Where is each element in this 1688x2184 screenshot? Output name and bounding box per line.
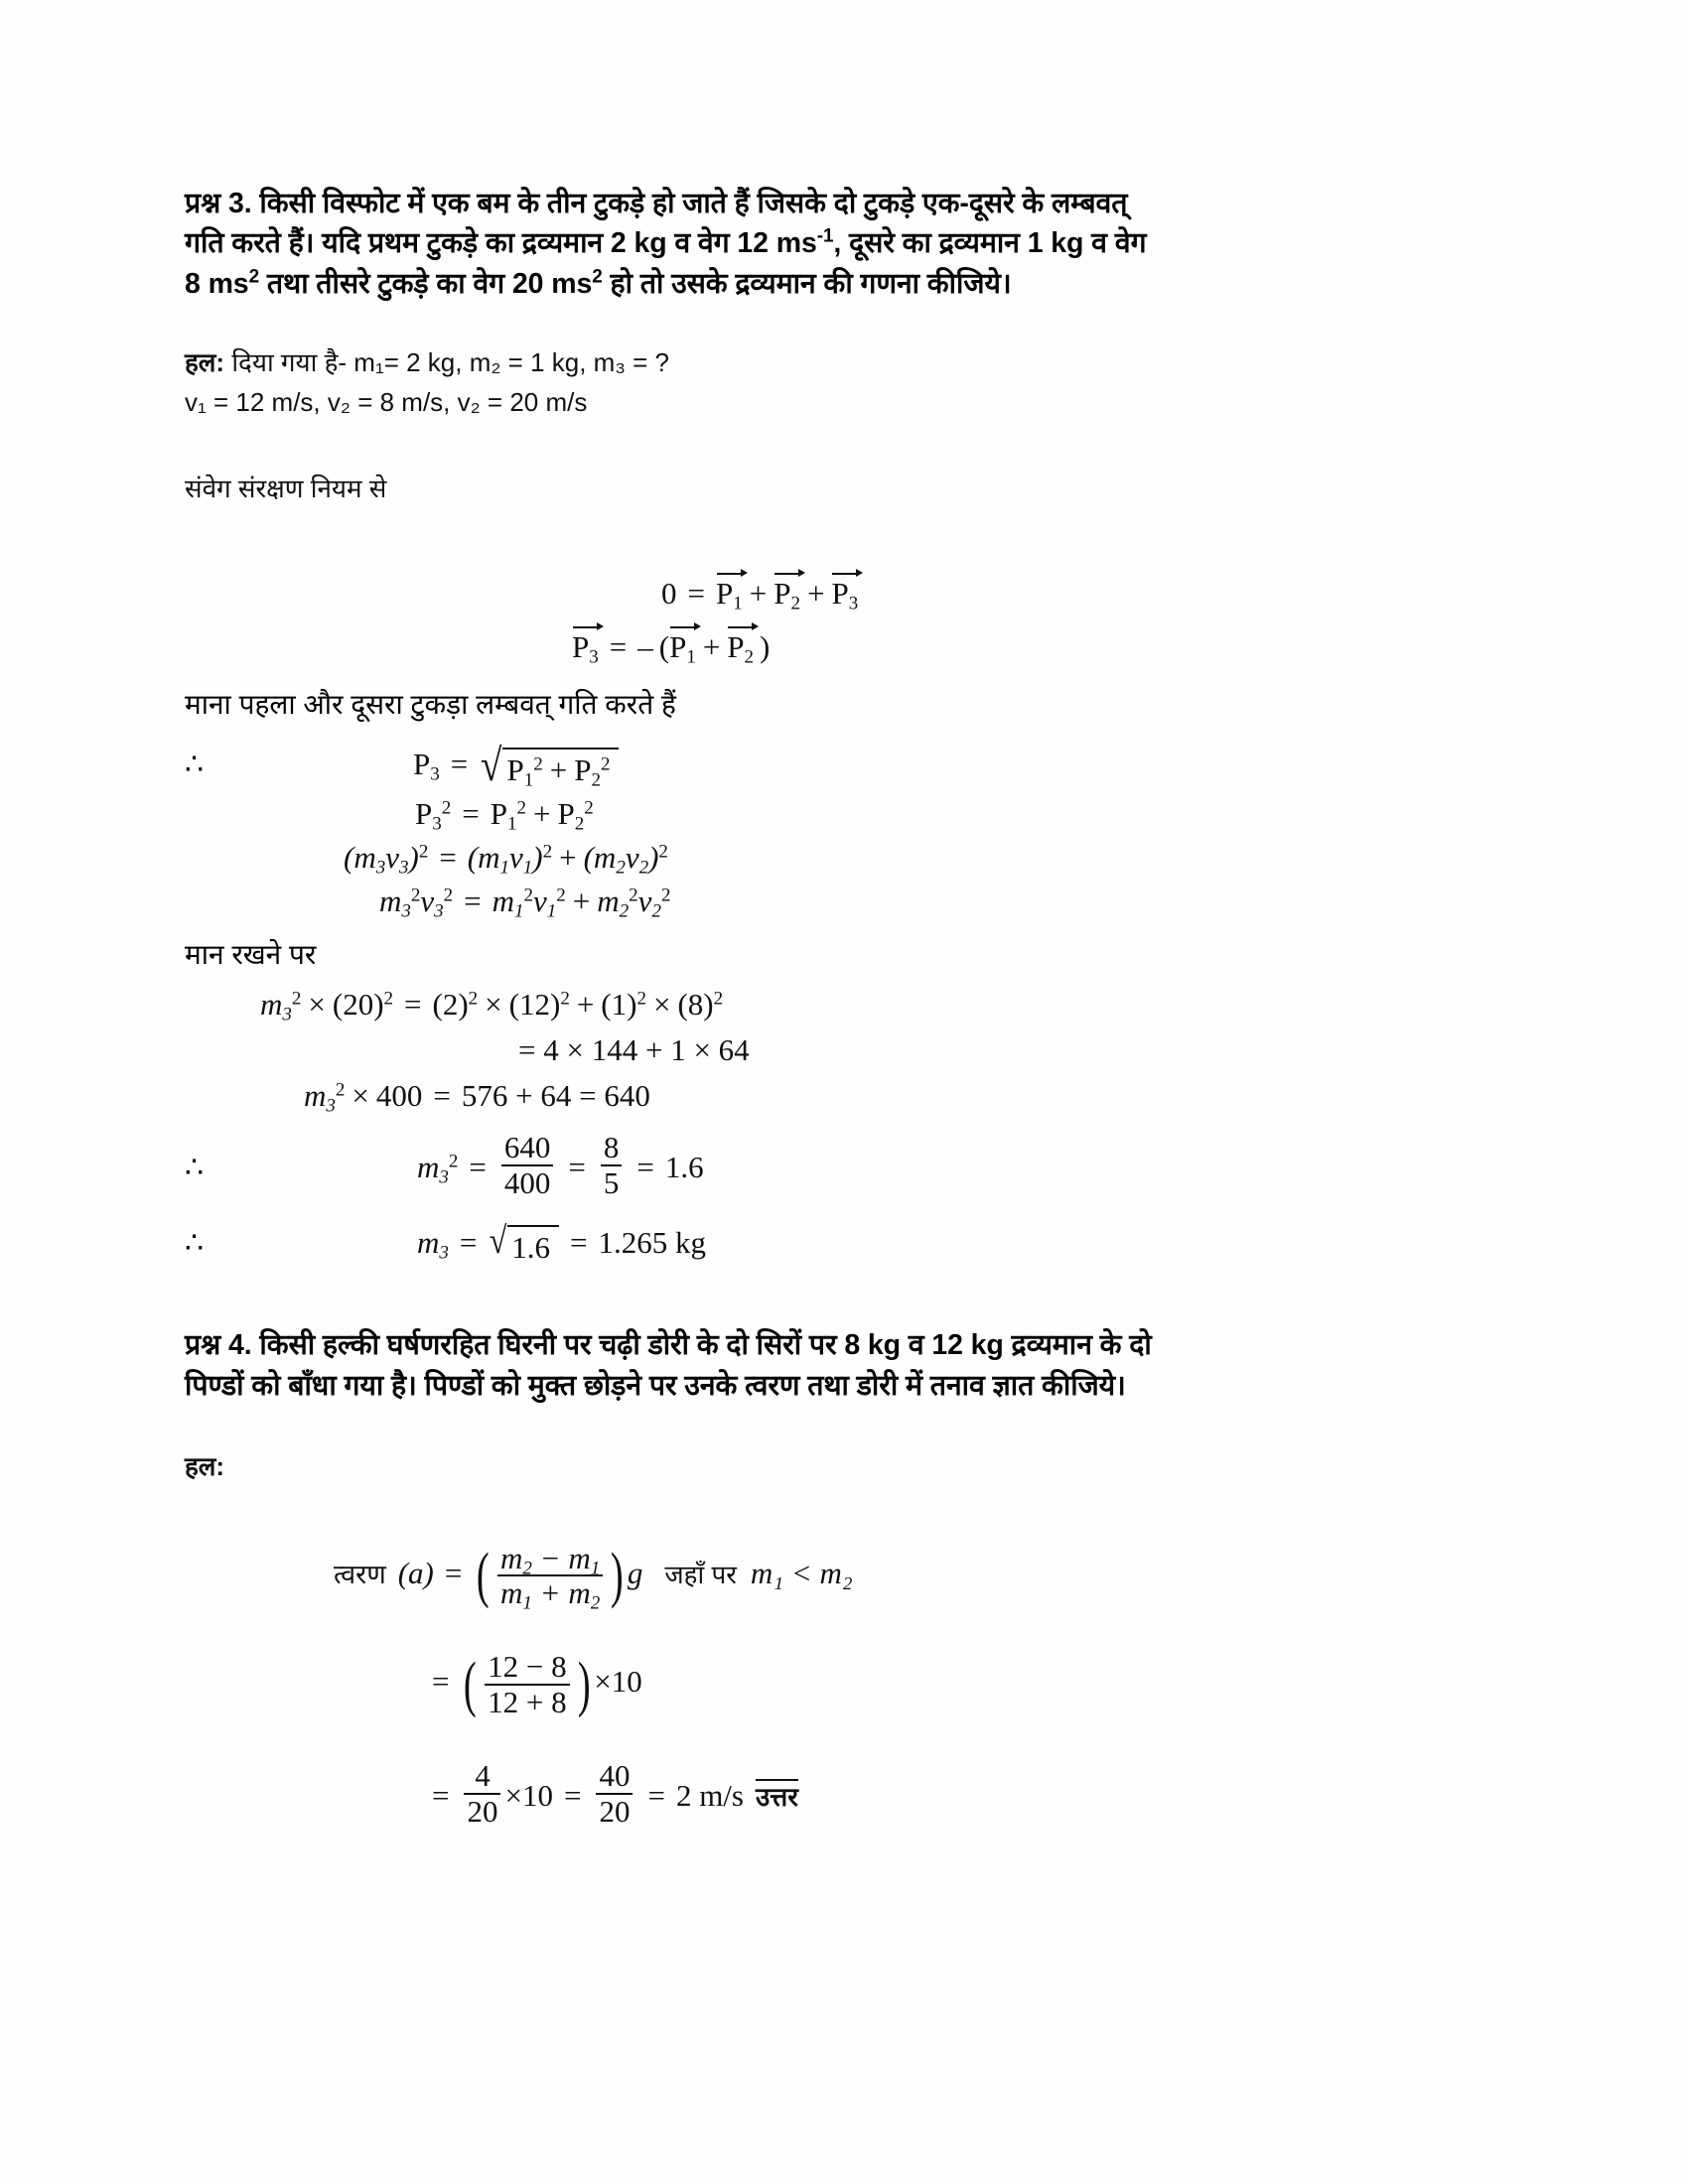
equation-m3-squared-row xyxy=(185,1129,1520,1200)
condition-text: जहाँ पर xyxy=(664,1559,737,1589)
fraction-640-400: $\frac{640}{400}$ xyxy=(501,1132,554,1199)
momentum-law-text: संवेग संरक्षण नियम से xyxy=(185,474,387,504)
equation-m-squared-v-squared: $m_3^2v_3^2 = m_1^2v_1^2 + m_2^2v_2^2$ xyxy=(379,883,671,922)
parenthesized-fraction: ( $\frac{12 - 8}{12 + 8}$ ) xyxy=(464,1649,591,1720)
equation-p3-squared: $P_3^2 = P_1^2 + P_2^2$ xyxy=(415,795,594,835)
vector-arrow-icon xyxy=(670,621,701,632)
fraction-4-20: $\frac{4}{20}$ xyxy=(464,1760,500,1828)
square-root: √ $P_1^2 + P_2^2$ xyxy=(479,748,619,788)
equals-sign: = xyxy=(459,1224,478,1260)
radical-icon: √ xyxy=(489,1220,507,1263)
equals-sign: = xyxy=(439,839,457,875)
equation-p3-negative: $P_3$ = – ( $P_1$ + $P_2$ ) xyxy=(185,627,1520,665)
equals-sign: = xyxy=(432,1778,450,1814)
value-1-6: 1.6 xyxy=(664,1149,704,1184)
value-400: 400 xyxy=(375,1077,423,1113)
vector-arrow-icon xyxy=(774,568,805,579)
question-3-line-2: गति करते हैं। यदि प्रथम टुकड़े का द्रव्यमान 2 kg व वेग 12 $ms^{-1}$, दूसरे का द्रव्यमान 1 kg व वेग xyxy=(185,225,1147,260)
equals-sign: = xyxy=(687,576,705,612)
page-content xyxy=(185,184,1520,1828)
vector-arrow-icon xyxy=(573,621,604,632)
given-masses: m₁= 2 kg, m₂ = 1 kg, m₃ = ? xyxy=(353,347,670,378)
fraction-mass-diff-sum: $\frac{m_2 - m_1}{m_1 + m_2}$ xyxy=(497,1543,603,1610)
fraction-12-8: $\frac{12 - 8}{12 + 8}$ xyxy=(485,1651,569,1718)
equals-sign: = xyxy=(568,1149,586,1184)
given-text: दिया गया है- xyxy=(231,347,348,378)
vector-p2: $P_2$ xyxy=(727,627,754,665)
question-3-heading xyxy=(185,184,1520,304)
equation-p3-magnitude-row xyxy=(185,739,1520,791)
vector-p3: $P_3$ xyxy=(572,627,599,665)
equals-sign: = xyxy=(469,1149,487,1184)
therefore-symbol: ∴ xyxy=(185,1151,205,1184)
given-line-2: v₁ = 12 m/s, v₂ = 8 m/s, v₂ = 20 m/s xyxy=(185,386,588,417)
question-4-line-1: प्रश्न 4. किसी हल्की घर्षणरहित घिरनी पर चढ़ी डोरी के दो सिरों पर 8 kg व 12 kg द्रव्यमान के दो xyxy=(185,1329,1152,1362)
question-3-line-3: 8 $ms^2$ तथा तीसरे टुकड़े का वेग 20 $ms^2$ हो तो उसके द्रव्यमान की गणना कीजिये। xyxy=(185,266,1012,300)
square-root xyxy=(488,1220,559,1266)
equals-sign: = xyxy=(636,1149,654,1184)
answer-word: उत्तर xyxy=(756,1779,798,1812)
solution-4-label-row xyxy=(185,1447,1520,1487)
equals-sign: = xyxy=(404,986,422,1022)
equals-sign: = xyxy=(609,629,628,665)
accel-label: त्वरण xyxy=(334,1559,386,1589)
equals-sign: = xyxy=(563,1778,582,1814)
equation-momentum-sum: 0 = $P_1$ + $P_2$ + $P_3$ xyxy=(185,574,1520,612)
equation-m3-squared-value: $m_3^2$ = $\frac{640}{400}$ = $\frac{8}{5}$ = 1.6 xyxy=(417,1129,704,1200)
equation-p3-magnitude: $P_3$ = √ $P_1^2 + P_2^2$ xyxy=(284,747,1520,787)
equals-sign: = xyxy=(444,1555,463,1590)
vector-arrow-icon xyxy=(832,568,863,579)
solution-label: हल: xyxy=(185,1451,225,1481)
vector-p1: $P_1$ xyxy=(716,574,743,612)
unit-exponent: -1 xyxy=(816,225,834,247)
multiply-10: ×10 xyxy=(504,1778,553,1814)
question-4-line-2: पिण्डों को बाँधा गया है। पिण्डों को मुक्त छोड़ने पर उनके त्वरण तथा डोरी में तनाव ज्ञात कीजिये। xyxy=(185,1369,1126,1402)
sum-result: 576 + 64 = 640 xyxy=(461,1077,650,1113)
acceleration-answer: 2 m/s xyxy=(675,1778,744,1814)
fraction-40-20: $\frac{40}{20}$ xyxy=(596,1760,633,1828)
vector-p1: $P_1$ xyxy=(669,627,696,665)
equals-sign: = xyxy=(569,1224,588,1260)
equation-mv-squared: $(m_3v_3)^2 = (m_1v_1)^2 + (m_2v_2)^2$ xyxy=(344,839,668,879)
equation-400-product: $m_3^2 \times 400 = 576 + 64 = 640$ xyxy=(304,1077,650,1117)
given-line-1 xyxy=(185,343,1520,383)
equation-accel-step-2 xyxy=(185,1651,1520,1718)
sqrt-operand: 1.6 xyxy=(507,1225,559,1266)
fraction-8-5: $\frac{8}{5}$ xyxy=(601,1132,623,1199)
question-3-line-1: प्रश्न 3. किसी विस्फोट में एक बम के तीन टुकड़े हो जाते हैं जिसके दो टुकड़े एक-दूसरे के लम्बवत् xyxy=(185,188,1128,219)
vector-arrow-icon xyxy=(717,568,748,579)
equation-accel-step-3 xyxy=(185,1760,1520,1828)
radical-icon: √ xyxy=(481,739,502,790)
zero-term: 0 xyxy=(661,576,677,612)
answer-m3: 1.265 kg xyxy=(598,1224,706,1260)
unit-exponent: 2 xyxy=(592,266,603,288)
equation-substituted: $m_3^2 \times (20)^2 = (2)^2 \times (12)^2 + (1)^2 \times (8)^2$ xyxy=(260,986,724,1025)
equals-sign: = xyxy=(647,1778,665,1814)
note-substitute: मान रखने पर xyxy=(185,938,317,970)
solution-label: हल: xyxy=(185,347,225,378)
multiply-10: ×10 xyxy=(594,1664,642,1700)
equation-m3-final-row xyxy=(185,1220,1520,1266)
equals-sign: = xyxy=(432,1664,450,1700)
equation-numeric-expand: = 4 × 144 + 1 × 64 xyxy=(518,1031,750,1067)
parenthesized-fraction: ( $\frac{m_2 - m_1}{m_1 + m_2}$ ) xyxy=(477,1540,624,1614)
vector-p3: $P_3$ xyxy=(831,574,858,612)
equation-m3-final: $m_3$ = √ 1.6 = 1.265 kg xyxy=(417,1220,706,1266)
gravity-symbol: g xyxy=(627,1555,643,1590)
therefore-symbol: ∴ xyxy=(185,749,205,782)
equals-sign: = xyxy=(464,883,482,918)
unit-exponent: 2 xyxy=(248,266,260,288)
condition-math: m₁ < m₂ xyxy=(750,1555,853,1590)
note-perpendicular: माना पहला और दूसरा टुकड़ा लम्बवत् गति करते हैं xyxy=(185,689,676,721)
solution-3-given xyxy=(185,343,1520,422)
vector-p2: $P_2$ xyxy=(774,574,800,612)
equals-sign: = xyxy=(433,1077,451,1113)
therefore-symbol: ∴ xyxy=(185,1226,205,1260)
equation-acceleration-formula xyxy=(185,1540,1520,1614)
accel-variable: (a) xyxy=(397,1555,434,1590)
equals-sign: = xyxy=(462,795,480,831)
question-4-heading xyxy=(185,1325,1520,1406)
vector-arrow-icon xyxy=(728,621,759,632)
equals-sign: = xyxy=(450,747,469,782)
